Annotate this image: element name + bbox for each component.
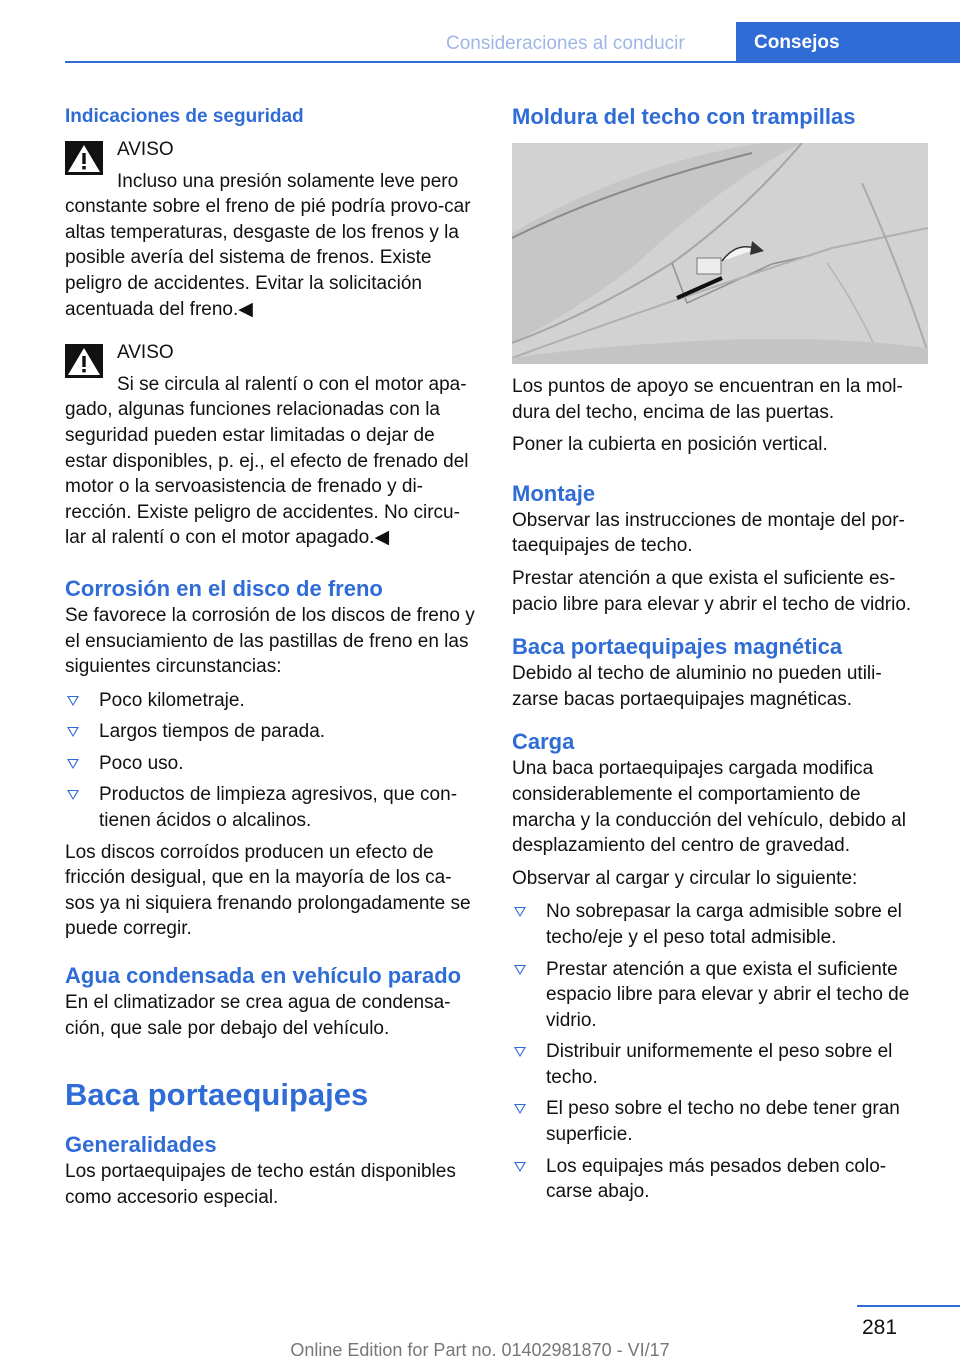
molding-heading: Moldura del techo con trampillas [512,104,856,129]
warning-1-title: AVISO [117,139,174,160]
list-item: Productos de limpieza agresivos, que con-tienen ácidos o alcalinos. [65,782,478,833]
bullet-triangle-icon [67,727,79,737]
header-rule [65,61,960,63]
list-item: Poco uso. [65,751,478,777]
load-text-1: Una baca portaequipajes cargada modifica considerablemente el comportamiento de marcha y la conducción del vehículo, debido al desplazamiento del centro de gravedad. [512,758,906,857]
page-number-rule [857,1305,960,1307]
list-item: Prestar atención a que exista el suficiente espacio libre para elevar y abrir el techo de vidrio. [512,957,928,1034]
bullet-triangle-icon [514,965,526,975]
page-number: 281 [862,1316,898,1339]
list-item: Largos tiempos de parada. [65,719,478,745]
warning-2-text: gado, algunas funciones relacionadas con la seguridad pueden estar limitadas o dejar de estar disponibles, p. ej., el efecto de frenado del motor o la servoasistencia de frenado y di-rección. Existe peligro de accidentes. No circu-lar al ralentí o con el motor apagado.◀ [65,399,469,549]
safety-heading: Indicaciones de seguridad [65,106,304,127]
mount-heading: Montaje [512,480,596,506]
bullet-triangle-icon [514,1162,526,1172]
warning-2-first-line: Si se circula al ralentí o con el motor apa- [117,373,467,395]
bullet-triangle-icon [514,1047,526,1057]
list-item: Los equipajes más pesados deben colo-carse abajo. [512,1154,928,1205]
list-item: El peso sobre el techo no debe tener gran superficie. [512,1096,928,1147]
header-chapter-tab: Consejos [736,22,960,62]
corrosion-intro: Se favorece la corrosión de los discos de freno y el ensuciamiento de las pastillas de freno en las siguientes circunstancias: [65,604,475,678]
corrosion-list [65,688,478,834]
photo-caption-1: Los puntos de apoyo se encuentran en la mol-dura del techo, encima de las puertas. [512,376,903,423]
warning-1-text: constante sobre el freno de pié podría provo-car altas temperaturas, desgaste de los frenos y la posible avería del sistema de frenos. Existe peligro de accidentes. Evitar la solicitación acentuada del freno.◀ [65,196,471,320]
load-heading: Carga [512,729,575,755]
mount-text-1: Observar las instrucciones de montaje del por-taequipajes de techo. [512,509,905,557]
magnetic-text: Debido al techo de aluminio no pueden utili-zarse bacas portaequipajes magnéticas. [512,663,882,710]
list-item: No sobrepasar la carga admisible sobre el techo/eje y el peso total admisible. [512,899,928,950]
condensate-heading: Agua condensada en vehículo parado [65,963,462,989]
corrosion-heading: Corrosión en el disco de freno [65,575,383,601]
bullet-triangle-icon [514,1104,526,1114]
footer-edition: Online Edition for Part no. 01402981870 - VI/17 [290,1340,670,1360]
warning-block-2 [65,340,478,551]
warning-triangle-icon [65,141,103,175]
load-text-2: Observar al cargar y circular lo siguiente: [512,867,858,889]
general-heading: Generalidades [65,1132,217,1158]
corrosion-outro: Los discos corroídos producen un efecto de fricción desigual, que en la mayoría de los ca-sos ya ni siquiera frenando prolongadamente se puede corregir. [65,841,471,940]
bullet-triangle-icon [514,907,526,917]
list-item: Poco kilometraje. [65,688,478,714]
left-column [65,100,478,1210]
load-list [512,899,928,1205]
condensate-text: En el climatizador se crea agua de condensa-ción, que sale por debajo del vehículo. [65,992,451,1039]
right-column [512,100,928,1211]
bullet-triangle-icon [67,759,79,769]
mount-text-2: Prestar atención a que exista el suficiente es-pacio libre para elevar y abrir el techo de vidrio. [512,567,912,615]
warning-triangle-icon [65,344,103,378]
bullet-triangle-icon [67,696,79,706]
list-item: Distribuir uniformemente el peso sobre el techo. [512,1039,928,1090]
roof-molding-photo [512,143,928,364]
general-text: Los portaequipajes de techo están disponibles como accesorio especial. [65,1161,456,1208]
magnetic-heading: Baca portaequipajes magnética [512,634,843,660]
warning-1-first-line: Incluso una presión solamente leve pero [117,170,459,192]
warning-2-title: AVISO [117,342,174,364]
header-section-title: Consideraciones al conducir [446,33,685,54]
bullet-triangle-icon [67,790,79,800]
photo-caption-2: Poner la cubierta en posición vertical. [512,434,828,456]
roof-rack-title: Baca portaequipajes [65,1077,369,1113]
warning-block-1 [65,137,478,322]
